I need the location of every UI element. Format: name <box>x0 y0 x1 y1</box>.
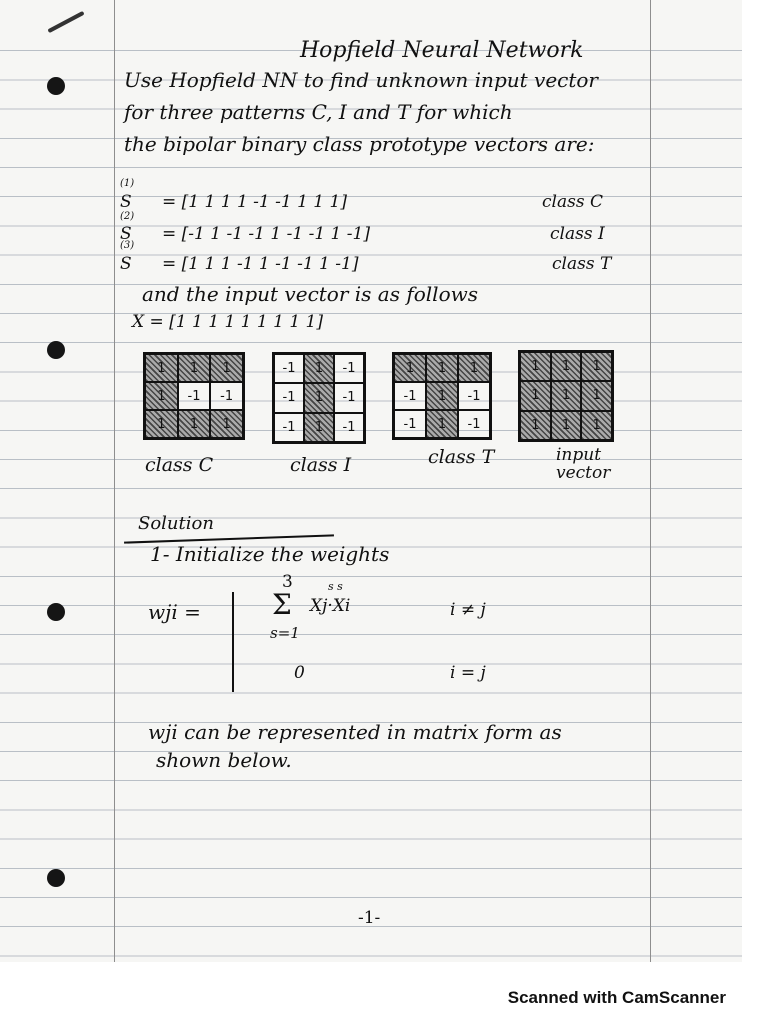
grid-caption: input vector <box>556 445 611 483</box>
vector-name: S <box>120 224 132 244</box>
grid-cell: 1 <box>426 354 458 382</box>
grid-cell: -1 <box>274 383 304 412</box>
grid-cell: 1 <box>551 352 582 381</box>
sum-lower-limit: s=1 <box>270 624 300 642</box>
formula-lhs: wji = <box>148 600 201 624</box>
grid-caption: class T <box>428 446 495 468</box>
grid-cell: 1 <box>394 354 426 382</box>
sum-term: Xj·Xi <box>310 596 351 616</box>
grid-cell: 1 <box>304 354 334 383</box>
grid-cell: 1 <box>581 381 612 410</box>
grid-cell: 1 <box>426 382 458 410</box>
grid-cell: -1 <box>458 410 490 438</box>
grid-cell: 1 <box>520 352 551 381</box>
left-margin-line <box>114 0 115 962</box>
grid-cell: -1 <box>274 354 304 383</box>
page-number: -1- <box>358 908 381 928</box>
grid-cell: -1 <box>334 413 364 442</box>
scanner-watermark: Scanned with CamScanner <box>507 988 726 1007</box>
vector-name: S <box>120 254 132 274</box>
vector-superscript: (1) <box>120 178 135 189</box>
step-text: 1- Initialize the weights <box>150 542 390 566</box>
pattern-grid-class-i <box>272 352 366 444</box>
vector-superscript: (2) <box>120 211 135 222</box>
sum-upper-limit: 3 <box>282 572 293 592</box>
grid-cell: 1 <box>551 411 582 440</box>
condition: i ≠ j <box>450 600 486 620</box>
grid-cell: 1 <box>426 410 458 438</box>
grid-cell: 1 <box>145 354 178 382</box>
page-title: Hopfield Neural Network <box>300 38 584 63</box>
zero-value: 0 <box>294 663 305 683</box>
grid-cell: 1 <box>210 354 243 382</box>
grid-cell: 1 <box>145 410 178 438</box>
grid-cell: 1 <box>178 410 211 438</box>
grid-cell: 1 <box>520 381 551 410</box>
grid-cell: 1 <box>304 413 334 442</box>
grid-cell: -1 <box>334 354 364 383</box>
pen-mark <box>47 11 84 33</box>
grid-cell: 1 <box>458 354 490 382</box>
binder-hole <box>47 869 65 887</box>
input-vector: X = [1 1 1 1 1 1 1 1 1] <box>132 312 323 332</box>
binder-hole <box>47 77 65 95</box>
grid-cell: 1 <box>551 381 582 410</box>
right-margin-line <box>650 0 651 962</box>
grid-cell: -1 <box>178 382 211 410</box>
grid-cell: -1 <box>394 410 426 438</box>
vector-value: = [1 1 1 1 -1 -1 1 1 1] <box>162 192 347 212</box>
text-line: wji can be represented in matrix form as <box>148 720 562 744</box>
grid-cell: 1 <box>304 383 334 412</box>
grid-cell: 1 <box>520 411 551 440</box>
brace <box>232 592 234 692</box>
grid-cell: -1 <box>274 413 304 442</box>
grid-cell: -1 <box>210 382 243 410</box>
condition: i = j <box>450 663 486 683</box>
grid-cell: -1 <box>458 382 490 410</box>
grid-cell: 1 <box>581 352 612 381</box>
vector-superscript: (3) <box>120 240 135 251</box>
pattern-grid-class-t <box>392 352 492 440</box>
vector-class: class I <box>550 224 605 244</box>
grid-cell: -1 <box>334 383 364 412</box>
text-line: shown below. <box>156 748 292 772</box>
grid-cell: -1 <box>394 382 426 410</box>
grid-cell: 1 <box>210 410 243 438</box>
grid-caption: class C <box>145 454 214 476</box>
grid-cell: 1 <box>178 354 211 382</box>
solution-heading: Solution <box>138 513 214 534</box>
problem-line: Use Hopfield NN to find unknown input vector <box>124 68 598 92</box>
vector-class: class T <box>552 254 612 274</box>
pattern-grid-class-c <box>143 352 245 440</box>
grid-cell: 1 <box>581 411 612 440</box>
binder-hole <box>47 341 65 359</box>
grid-caption: class I <box>290 454 352 476</box>
vector-class: class C <box>542 192 603 212</box>
sum-symbol: Σ <box>272 588 292 621</box>
vector-name: S <box>120 192 132 212</box>
grid-cell: 1 <box>145 382 178 410</box>
problem-line: for three patterns C, I and T for which <box>124 100 513 124</box>
pattern-grid-input-vector <box>518 350 614 442</box>
input-intro: and the input vector is as follows <box>142 282 478 306</box>
term-superscript: s s <box>328 580 343 593</box>
problem-line: the bipolar binary class prototype vectors are: <box>124 132 595 156</box>
vector-value: = [1 1 1 -1 1 -1 -1 1 -1] <box>162 254 359 274</box>
vector-value: = [-1 1 -1 -1 1 -1 -1 1 -1] <box>162 224 370 244</box>
binder-hole <box>47 603 65 621</box>
